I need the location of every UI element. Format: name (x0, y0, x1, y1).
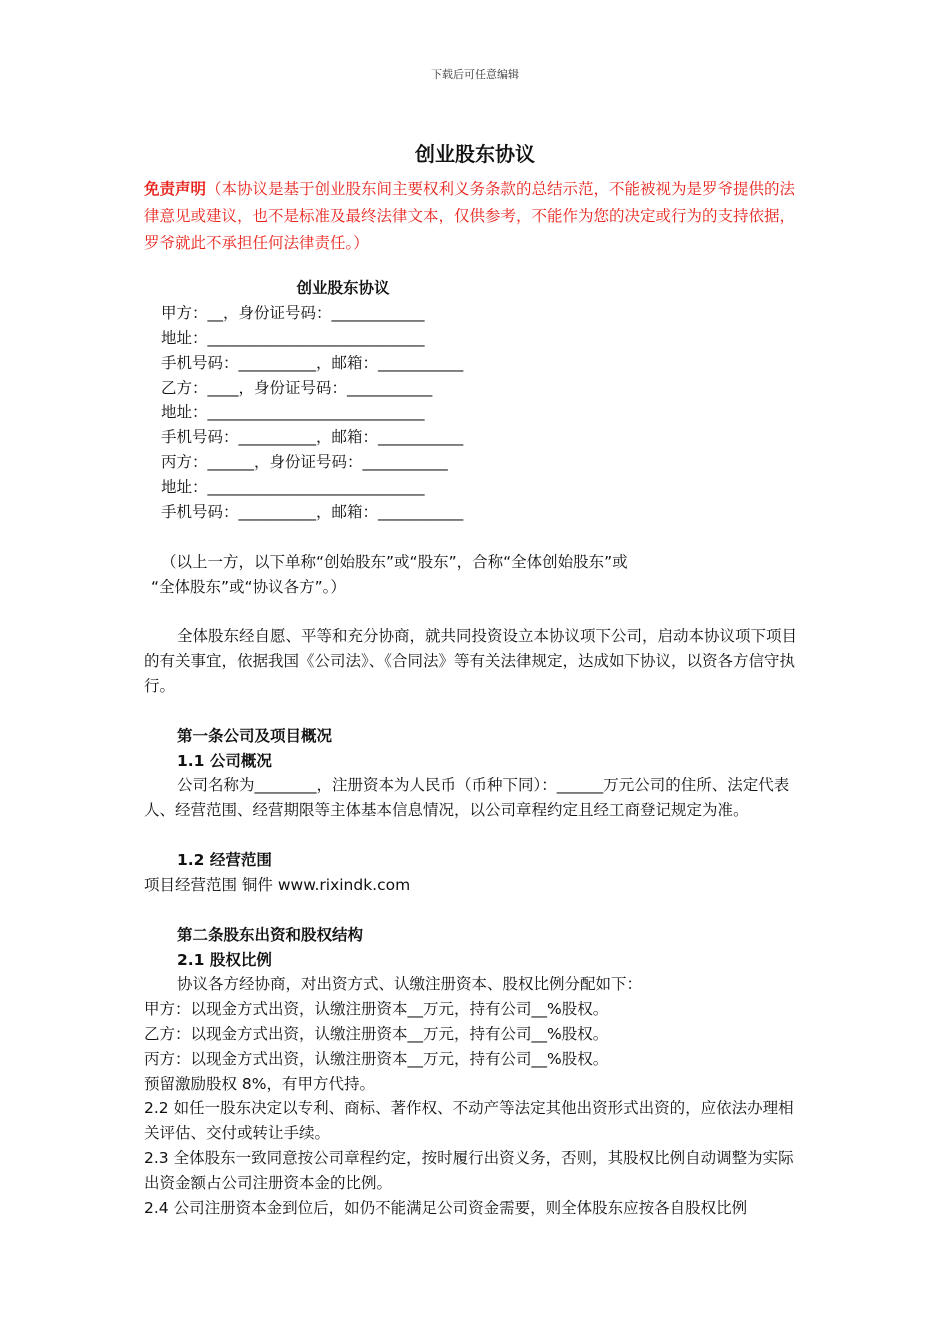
party-c-address: 地址：____________________________ (161, 478, 425, 496)
section-1-2-text: 项目经营范围 铜件 www.rixindk.com (144, 876, 411, 894)
party-c-line: 丙方：______，身份证号码：___________ (161, 453, 448, 471)
agreement-subtitle: 创业股东协议 (296, 279, 390, 297)
party-b-address: 地址：____________________________ (161, 403, 425, 421)
disclaimer-text: （本协议是基于创业股东间主要权利义务条款的总结示范，不能被视为是罗爷提供的法律意见或建议，也不是标准及最终法律文本，仅供参考，不能作为您的决定或行为的支持依据，罗爷就此不承担任何法律责任。） (144, 180, 796, 252)
section-2-2-text: 2.2 如任一股东决定以专利、商标、著作权、不动产等法定其他出资形式出资的，应依法办理相关评估、交付或转让手续。 (144, 1099, 794, 1142)
party-a-contact: 手机号码：__________，邮箱：___________ (161, 354, 464, 372)
disclaimer (144, 176, 808, 257)
article-2-heading: 第二条股东出资和股权结构 (177, 926, 364, 944)
article-1-heading: 第一条公司及项目概况 (177, 727, 333, 745)
section-1-1-text: 公司名称为________，注册资本为人民币（币种下同）：______万元公司的住所、法定代表人、经营范围、经营期限等主体基本信息情况，以公司章程约定且经工商登记规定为准。 (144, 776, 790, 819)
disclaimer-label: 免责声明 (144, 180, 207, 198)
definition-line-1: （以上一方，以下单称“创始股东”或“股东”，合称“全体创始股东”或 (161, 553, 628, 571)
party-a-address: 地址：____________________________ (161, 329, 425, 347)
document-title: 创业股东协议 (415, 142, 535, 166)
contribution-party-a: 甲方：以现金方式出资，认缴注册资本__万元，持有公司__%股权。 (144, 1000, 609, 1018)
section-1-2-heading: 1.2 经营范围 (177, 851, 272, 869)
party-b-contact: 手机号码：__________，邮箱：___________ (161, 428, 464, 446)
section-1-1-heading: 1.1 公司概况 (177, 752, 272, 770)
contribution-party-b: 乙方：以现金方式出资，认缴注册资本__万元，持有公司__%股权。 (144, 1025, 609, 1043)
reserved-incentive-equity: 预留激励股权 8%，有甲方代持。 (144, 1075, 376, 1093)
contribution-party-c: 丙方：以现金方式出资，认缴注册资本__万元，持有公司__%股权。 (144, 1050, 609, 1068)
party-a-line: 甲方：__，身份证号码：____________ (161, 304, 425, 322)
section-2-1-intro: 协议各方经协商，对出资方式、认缴注册资本、股权比例分配如下： (177, 975, 643, 993)
section-2-1-heading: 2.1 股权比例 (177, 951, 272, 969)
section-2-4-text: 2.4 公司注册资本金到位后，如仍不能满足公司资金需要，则全体股东应按各自股权比例 (144, 1199, 748, 1217)
definition-line-2: “全体股东”或“协议各方”。） (151, 578, 346, 596)
section-2-3-text: 2.3 全体股东一致同意按公司章程约定，按时履行出资义务，否则，其股权比例自动调整为实际出资金额占公司注册资本金的比例。 (144, 1149, 794, 1192)
header-note: 下载后可任意编辑 (431, 68, 519, 81)
party-b-line: 乙方：____，身份证号码：___________ (161, 379, 433, 397)
party-c-contact: 手机号码：__________，邮箱：___________ (161, 503, 464, 521)
preamble-paragraph: 全体股东经自愿、平等和充分协商，就共同投资设立本协议项下公司，启动本协议项下项目的有关事宜，依据我国《公司法》、《合同法》等有关法律规定，达成如下协议，以资各方信守执行。 (144, 627, 798, 695)
